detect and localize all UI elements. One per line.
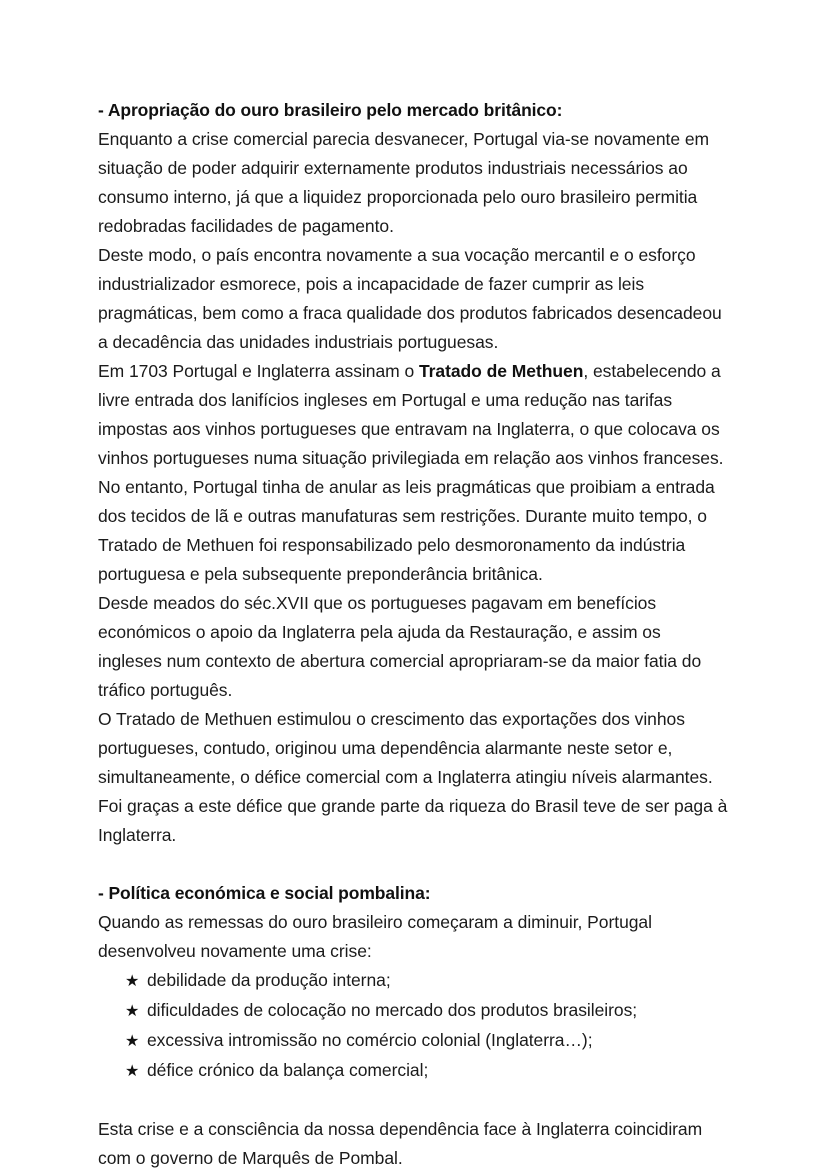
paragraph-restauracao: Desde meados do séc.XVII que os portugueses pagavam em benefícios económicos o apoio da Inglaterra pela ajuda da Restauração, e assim os ingleses num contexto de abertura comercial apropriaram-se da maior fatia do tráfico português. [98, 593, 702, 700]
list-item [98, 966, 728, 996]
paragraph-crise-comercial: Enquanto a crise comercial parecia desvanecer, Portugal via-se novamente em situação de poder adquirir externamente produtos industriais necessários ao consumo interno, já que a liquidez proporcionada pelo ouro brasileiro permitia redobradas facilidades de pagamento. [98, 129, 710, 236]
list-item-label: dificuldades de colocação no mercado dos produtos brasileiros; [147, 1000, 638, 1020]
paragraph-tratado-methuen [98, 357, 728, 589]
closing-spacer [98, 1086, 728, 1115]
treaty-text-after-bold: , estabelecendo a livre entrada dos lanifícios ingleses em Portugal e uma redução nas tarifas impostas aos vinhos portugueses que entravam na Inglaterra, o que colocava os vinhos portugueses numa situação privilegiada em relação aos vinhos franceses. No entanto, Portugal tinha de anular as leis pragmáticas que proibiam a entrada dos tecidos de lã e outras manufaturas sem restrições. Durante muito tempo, o Tratado de Methuen foi responsabilizado pelo desmoronamento da indústria portuguesa e pela subsequente preponderância britânica. [98, 361, 724, 584]
star-bullet-icon: ★ [125, 1063, 140, 1080]
section-heading-apropriacao-ouro: - Apropriação do ouro brasileiro pelo mercado britânico: [98, 100, 563, 120]
paragraph-vocacao-mercantil: Deste modo, o país encontra novamente a sua vocação mercantil e o esforço industrializador esmorece, pois a incapacidade de fazer cumprir as leis pragmáticas, bem como a fraca qualidade dos produtos fabricados desencadeou a decadência das unidades industriais portuguesas. [98, 245, 722, 352]
star-bullet-icon: ★ [125, 1033, 140, 1050]
paragraph-closing-pombal: Esta crise e a consciência da nossa dependência face à Inglaterra coincidiram com o governo de Marquês de Pombal. [98, 1119, 703, 1168]
crisis-causes-list [98, 966, 728, 1086]
list-item [98, 996, 728, 1026]
paragraph-exportacoes-vinhos: O Tratado de Methuen estimulou o crescimento das exportações dos vinhos portugueses, contudo, originou uma dependência alarmante neste setor e, simultaneamente, o défice comercial com a Inglaterra atingiu níveis alarmantes. Foi graças a este défice que grande parte da riqueza do Brasil teve de ser paga à Inglaterra. [98, 709, 728, 845]
list-item-label: debilidade da produção interna; [147, 970, 391, 990]
list-item-label: défice crónico da balança comercial; [147, 1060, 429, 1080]
treaty-text-before-bold: Em 1703 Portugal e Inglaterra assinam o [98, 361, 419, 381]
treaty-name-bold: Tratado de Methuen [418, 361, 584, 381]
paragraph-crise-intro: Quando as remessas do ouro brasileiro começaram a diminuir, Portugal desenvolveu novamente uma crise: [98, 912, 652, 961]
section-heading-politica-pombalina: - Política económica e social pombalina: [98, 883, 431, 903]
star-bullet-icon: ★ [125, 1003, 140, 1020]
list-item [98, 1026, 728, 1056]
list-item [98, 1056, 728, 1086]
star-bullet-icon: ★ [125, 973, 140, 990]
section-spacer [98, 850, 728, 879]
list-item-label: excessiva intromissão no comércio colonial (Inglaterra…); [147, 1030, 593, 1050]
document-body [98, 96, 728, 1173]
